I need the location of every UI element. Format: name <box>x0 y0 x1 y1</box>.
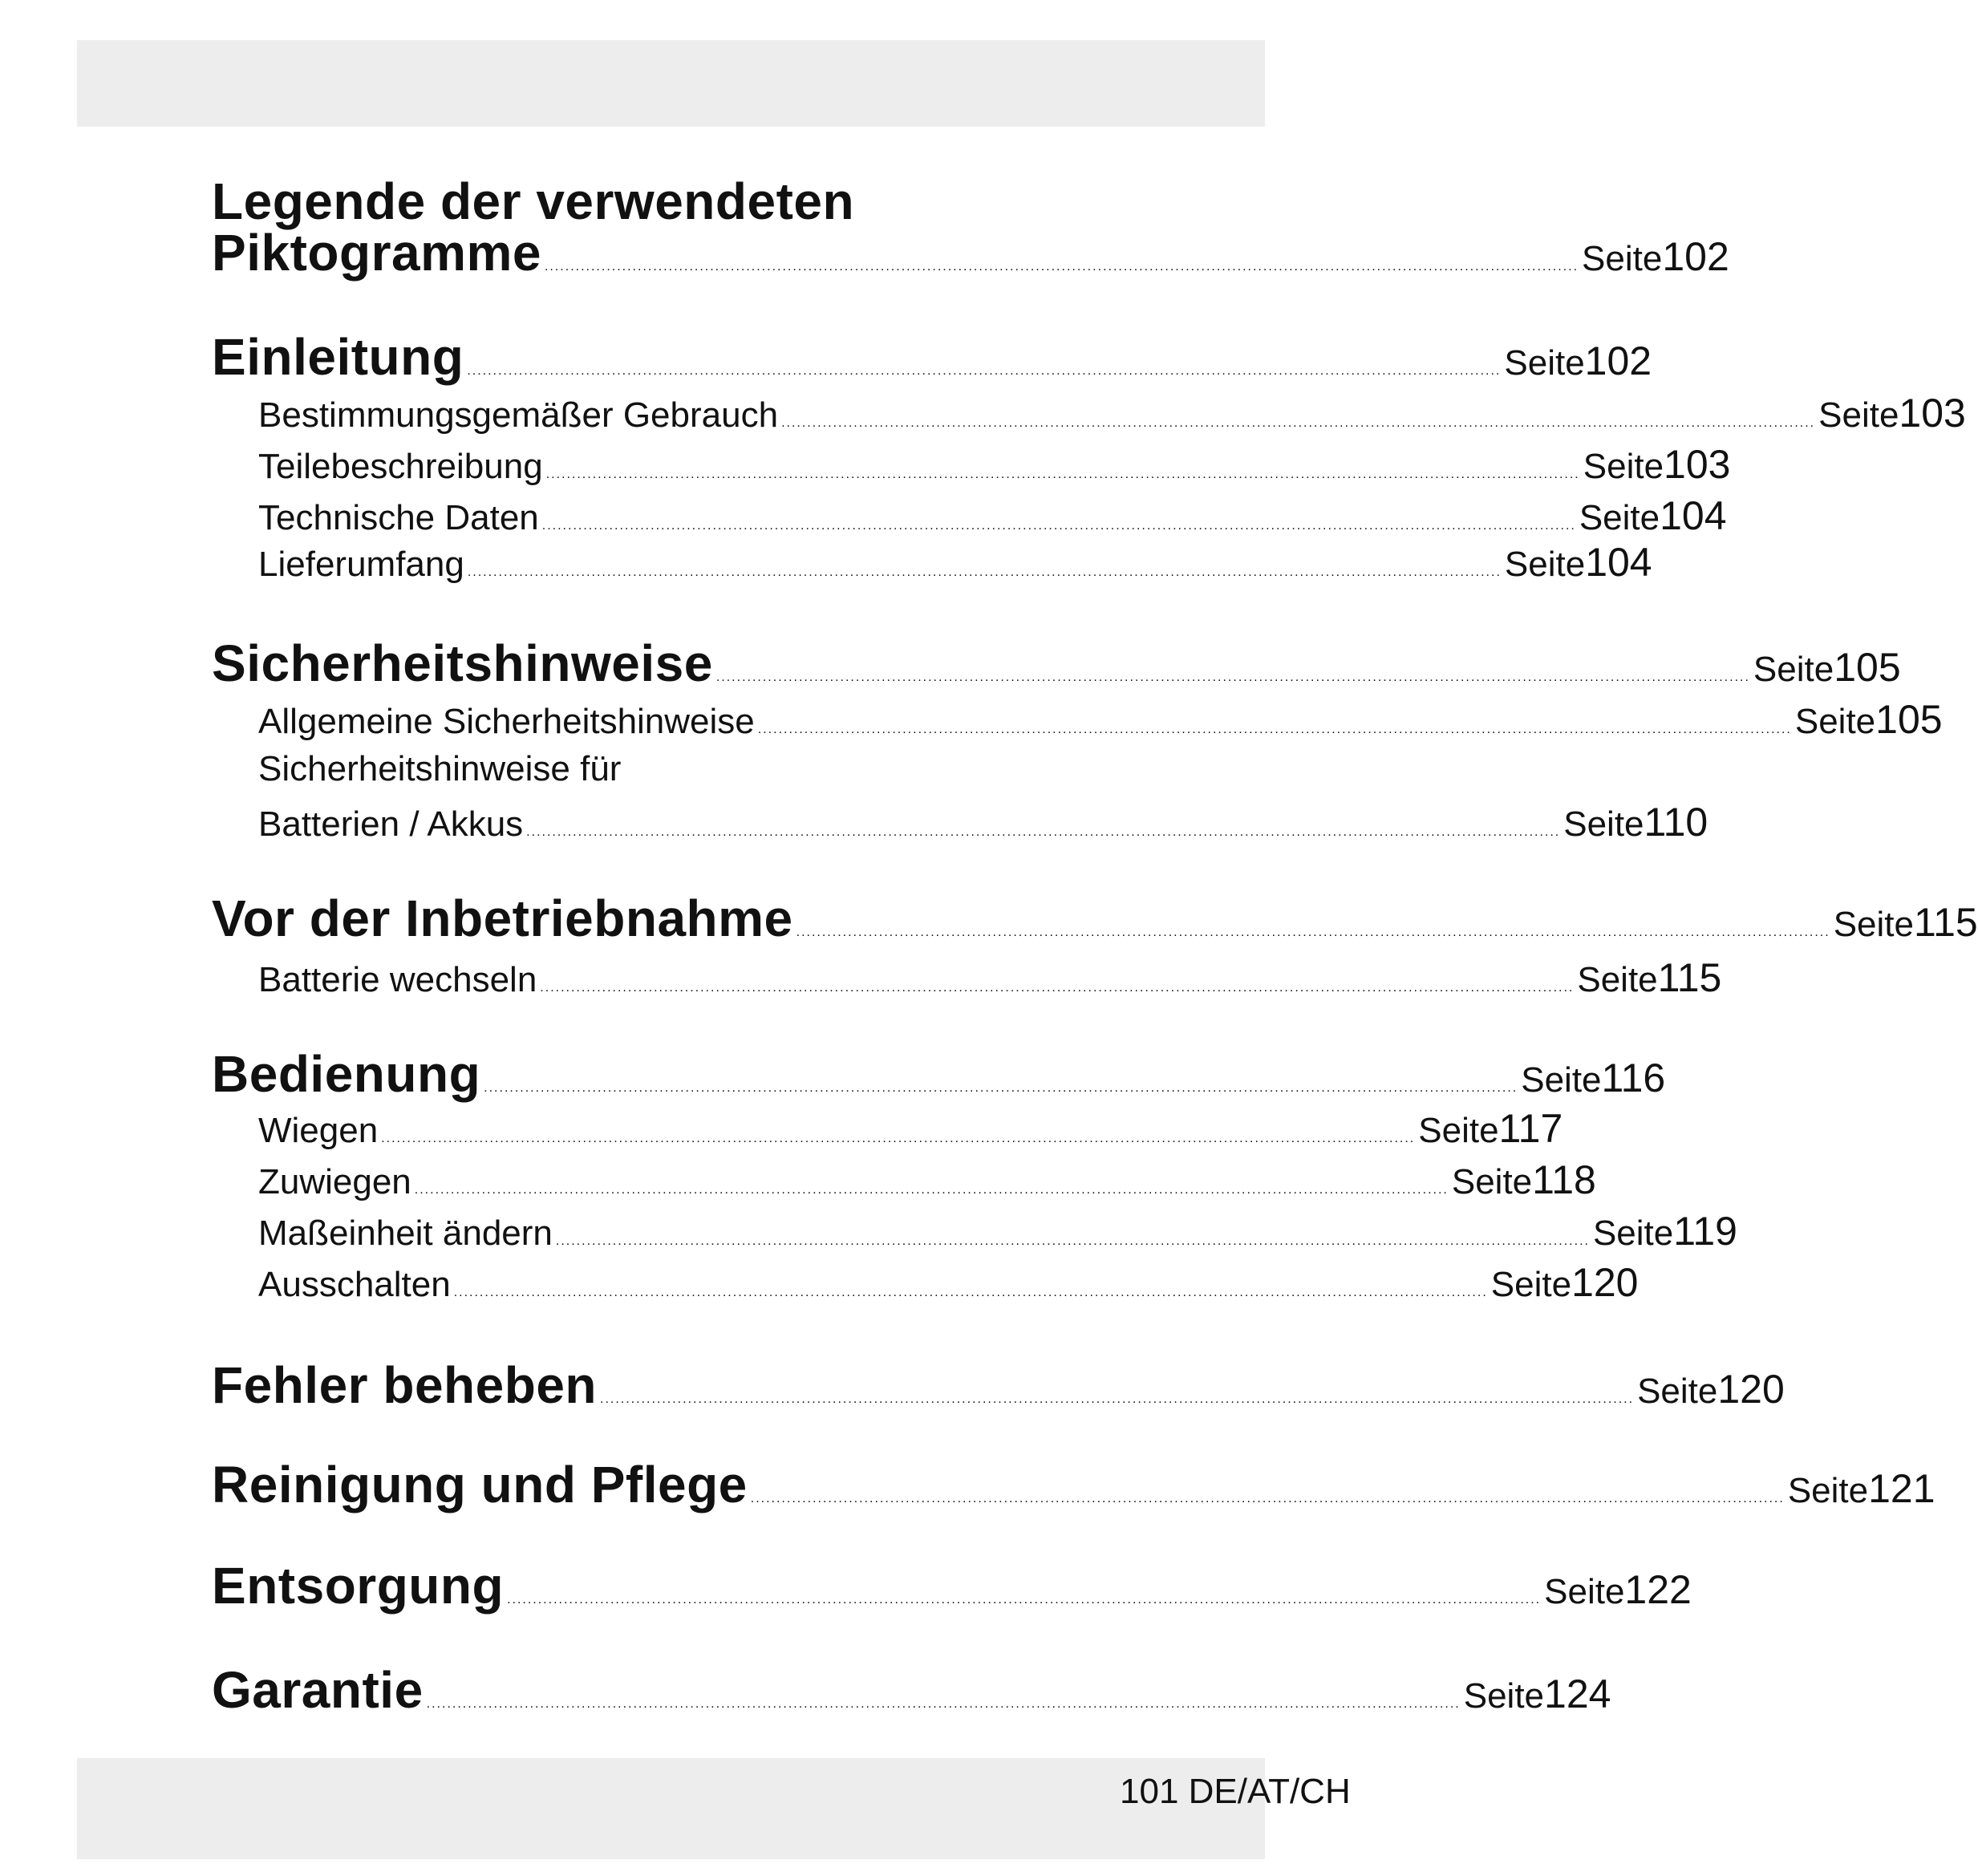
page-number: 115 <box>1913 900 1978 945</box>
toc-subentry-batterien[interactable] <box>0 799 1708 845</box>
toc-entry-sicherheit[interactable] <box>0 634 1901 693</box>
page-number: 102 <box>1662 234 1729 279</box>
toc-entry-title: Vor der Inbetriebnahme <box>212 889 793 947</box>
toc-subentry-line: Sicherheitshinweise für <box>258 749 622 788</box>
page-number: 120 <box>1571 1260 1639 1305</box>
seite-label: Seite <box>1504 343 1585 383</box>
dot-leader: ........................................................................................................................................................................................................ <box>467 565 1502 579</box>
toc-subentry-title: Technische Daten <box>258 498 539 537</box>
toc-entry-title: Reinigung und Pflege <box>212 1456 748 1513</box>
seite-label: Seite <box>1592 1214 1674 1253</box>
seite-label: Seite <box>1753 650 1834 689</box>
page-number: 104 <box>1660 493 1727 538</box>
toc-subentry-zuwiegen[interactable] <box>0 1157 1596 1203</box>
seite-label: Seite <box>1504 545 1586 584</box>
dot-leader: ........................................................................................................................................................................................................ <box>453 1286 1488 1299</box>
seite-label: Seite <box>1521 1060 1602 1100</box>
page-number: 117 <box>1498 1106 1563 1151</box>
toc-subentry-lieferumfang[interactable] <box>0 539 1652 585</box>
page-number: 121 <box>1868 1466 1935 1511</box>
toc-entry-title: Sicherheitshinweise <box>212 634 713 692</box>
dot-leader: ........................................................................................................................................................................................................ <box>507 1593 1542 1607</box>
page-footer: 101 DE/AT/CH <box>1120 1772 1351 1811</box>
dot-leader: ........................................................................................................................................................................................................ <box>600 1392 1635 1406</box>
toc-subentry-title: Teilebeschreibung <box>258 447 543 486</box>
toc-entry-legende[interactable] <box>0 223 1729 282</box>
dot-leader: ........................................................................................................................................................................................................ <box>757 723 1792 736</box>
dot-leader: ........................................................................................................................................................................................................ <box>715 671 1750 684</box>
toc-subentry-masseinheit[interactable] <box>0 1208 1737 1254</box>
toc-subentry-title: Bestimmungsgemäßer Gebrauch <box>258 395 779 435</box>
footer-band <box>77 1758 1351 1859</box>
toc-subentry-daten[interactable] <box>0 492 1727 539</box>
seite-label: Seite <box>1463 1676 1545 1716</box>
toc-subentry-title: Allgemeine Sicherheitshinweise <box>258 702 755 741</box>
toc-subentry-title: Lieferumfang <box>258 545 464 584</box>
seite-label: Seite <box>1787 1471 1869 1510</box>
seite-label: Seite <box>1563 804 1644 844</box>
seite-label: Seite <box>1583 447 1664 486</box>
toc-entry-bedienung[interactable] <box>0 1044 1666 1104</box>
dot-leader: ........................................................................................................................................................................................................ <box>414 1183 1449 1197</box>
toc-subentry-title: Wiegen <box>258 1111 379 1150</box>
toc-entry-title: Einleitung <box>212 328 464 386</box>
dot-leader: ........................................................................................................................................................................................................ <box>540 981 1575 995</box>
seite-label: Seite <box>1418 1111 1499 1150</box>
toc-entry-einleitung[interactable] <box>0 327 1652 387</box>
dot-leader: ........................................................................................................................................................................................................ <box>545 468 1580 481</box>
toc-subentry-ausschalten[interactable] <box>0 1259 1639 1306</box>
dot-leader: ........................................................................................................................................................................................................ <box>467 364 1502 378</box>
toc-entry-fehler[interactable] <box>0 1355 1785 1415</box>
toc-subentry-allgemein[interactable] <box>0 696 1943 743</box>
page-number: 110 <box>1644 800 1708 845</box>
toc-subentry-gebrauch[interactable] <box>0 390 1966 436</box>
dot-leader: ........................................................................................................................................................................................................ <box>796 926 1830 939</box>
seite-label: Seite <box>1544 1572 1625 1611</box>
seite-label: Seite <box>1818 395 1899 435</box>
dot-leader: ........................................................................................................................................................................................................ <box>381 1132 1416 1145</box>
toc-entry-inbetriebnahme[interactable] <box>0 889 1978 948</box>
page-number: 120 <box>1717 1367 1785 1412</box>
header-band <box>77 40 1265 127</box>
toc-subentry-title: Maßeinheit ändern <box>258 1214 553 1253</box>
page-number: 119 <box>1673 1209 1737 1254</box>
page-number: 105 <box>1875 697 1943 742</box>
page-number: 124 <box>1544 1671 1611 1716</box>
page-number: 122 <box>1624 1567 1692 1612</box>
page-number: 118 <box>1532 1157 1596 1202</box>
toc-entry-garantie[interactable] <box>0 1660 1611 1720</box>
page-number: 116 <box>1601 1056 1666 1100</box>
dot-leader: ........................................................................................................................................................................................................ <box>426 1697 1461 1711</box>
toc-subentry-title: Batterien / Akkus <box>258 804 524 844</box>
dot-leader: ........................................................................................................................................................................................................ <box>555 1234 1590 1248</box>
seite-label: Seite <box>1577 960 1658 999</box>
toc-entry-title: Fehler beheben <box>212 1356 597 1414</box>
toc-subentry-batterie-wechseln[interactable] <box>0 954 1722 1001</box>
dot-leader: ........................................................................................................................................................................................................ <box>484 1081 1518 1095</box>
page-number: 103 <box>1899 391 1966 436</box>
page-number: 105 <box>1834 645 1901 690</box>
dot-leader: ........................................................................................................................................................................................................ <box>541 519 1576 533</box>
seite-label: Seite <box>1794 702 1876 741</box>
page-number: 104 <box>1585 540 1652 585</box>
seite-label: Seite <box>1451 1162 1533 1201</box>
dot-leader: ........................................................................................................................................................................................................ <box>781 416 1816 430</box>
dot-leader: ........................................................................................................................................................................................................ <box>526 825 1561 839</box>
toc-subentry-wiegen[interactable] <box>0 1105 1563 1152</box>
toc-subentry-title: Ausschalten <box>258 1265 451 1304</box>
toc-entry-entsorgung[interactable] <box>0 1556 1692 1615</box>
toc-entry-title: Piktogramme <box>212 224 541 282</box>
seite-label: Seite <box>1582 239 1663 278</box>
seite-label: Seite <box>1490 1265 1572 1304</box>
page-number: 103 <box>1664 442 1731 487</box>
dot-leader: ........................................................................................................................................................................................................ <box>750 1492 1785 1505</box>
seite-label: Seite <box>1833 905 1914 944</box>
seite-label: Seite <box>1579 498 1660 537</box>
toc-entry-reinigung[interactable] <box>0 1455 1935 1514</box>
toc-subentry-title: Zuwiegen <box>258 1162 411 1201</box>
toc-entry-title: Bedienung <box>212 1045 481 1103</box>
toc-subentry-teile[interactable] <box>0 441 1731 488</box>
dot-leader: ........................................................................................................................................................................................................ <box>544 260 1579 273</box>
page-number: 115 <box>1657 955 1722 1000</box>
toc-entry-title: Entsorgung <box>212 1557 505 1615</box>
page-number: 102 <box>1584 338 1652 383</box>
toc-entry-title: Garantie <box>212 1661 424 1719</box>
toc-heading-line: Legende der verwendeten <box>212 172 855 230</box>
toc-subentry-title: Batterie wechseln <box>258 960 537 999</box>
seite-label: Seite <box>1637 1372 1718 1411</box>
